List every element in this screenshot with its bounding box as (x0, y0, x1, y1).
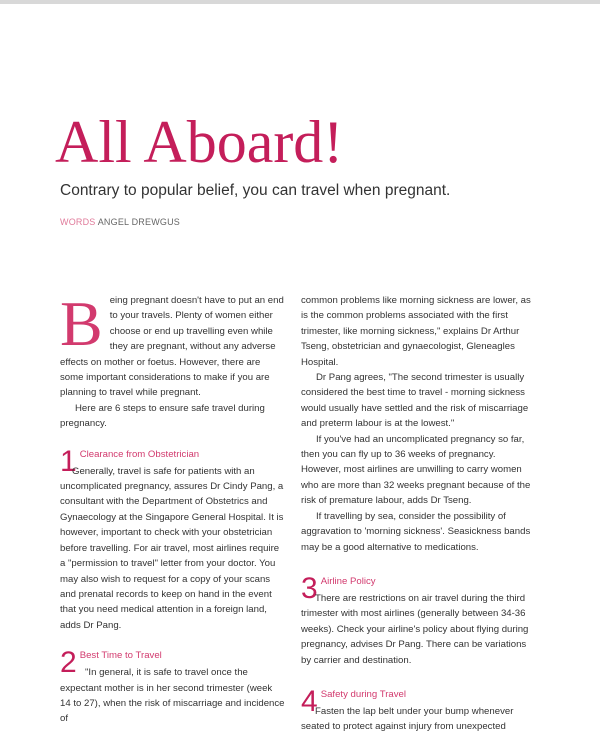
top-border (0, 0, 600, 4)
step-body: Generally, travel is safe for patients with an uncomplicated pregnancy, assures Dr Cindy Pang, a consultant with the Department of Obstetrics and Gynaecology at the Singapore General Hospital. It is however, important to check with your obstetrician before travelling. For air travel, most airlines require a "permission to travel" letter from your doctor. You may also wish to request for a copy of your scans and prenatal records to keep on hand in the event that you need medical attention in a foreign land, adds Dr Pang. (60, 465, 284, 631)
byline (60, 217, 180, 227)
right-paragraph-3: If you've had an uncomplicated pregnancy so far, then you can fly up to 36 weeks of pregnancy. However, most airlines are unwilling to carry women who are more than 32 weeks pregnant because of the risk of premature labour, adds Dr Tseng. (301, 433, 531, 507)
right-paragraph-1: common problems like morning sickness are lower, as is the common problems associated with the first trimester, like morning sickness," explains Dr Arthur Tseng, obstetrician and gynaecologist, Gleneagles Hospital. (301, 295, 531, 368)
step-title: Safety during Travel (320, 688, 407, 700)
step-1 (60, 444, 285, 633)
article-subtitle: Contrary to popular belief, you can travel when pregnant. (60, 182, 451, 199)
intro-paragraph (60, 288, 285, 401)
step-title: Clearance from Obstetrician (79, 448, 200, 460)
step-title: Best Time to Travel (79, 650, 162, 662)
right-paragraph-4: If travelling by sea, consider the possibility of aggravation to 'morning sickness'. Seasickness bands may be a good alternative to medications. (301, 510, 531, 553)
drop-cap: B (60, 288, 103, 359)
step-number: 1 (60, 444, 77, 478)
step-number: 4 (301, 684, 318, 718)
steps-intro: Here are 6 steps to ensure safe travel during pregnancy. (60, 402, 265, 430)
step-2 (60, 646, 285, 727)
step-number: 3 (301, 571, 318, 605)
byline-author: ANGEL DREWGUS (97, 217, 180, 227)
step-4 (301, 684, 533, 735)
step-body: "In general, it is safe to travel once the expectant mother is in her second trimester (week 14 to 27), when the risk of miscarriage and incidence of (60, 667, 285, 725)
step-3 (301, 571, 533, 668)
left-column (60, 288, 285, 727)
intro-line-3: choose or end up travelling even while (109, 325, 273, 337)
byline-label: WORDS (60, 217, 96, 227)
right-column (301, 293, 533, 735)
right-paragraph-2: Dr Pang agrees, "The second trimester is usually considered the best time to travel - morning sickness would usually have settled and the risk of miscarriage and preterm labour is at the lowest." (301, 372, 529, 430)
intro-rest: effects on mother or foetus. However, there are some important considerations to make if you are planning to travel while pregnant. (60, 356, 270, 399)
article-title: All Aboard! (55, 109, 344, 175)
intro-line-1: eing pregnant doesn't have to put an end (109, 295, 284, 306)
step-number: 2 (60, 646, 77, 680)
step-title: Airline Policy (320, 575, 376, 587)
step-body: Fasten the lap belt under your bump whenever seated to protect against injury from unexpected (301, 705, 514, 733)
intro-line-4: they are pregnant, without any adverse (109, 341, 276, 353)
step-body: There are restrictions on air travel during the third trimester with most airlines (generally between 34-36 weeks). Check your airline's policy about flying during pregnancy, advises Dr Pang. There can be variations by carrier and destination. (301, 592, 529, 666)
intro-line-2: to your travels. Plenty of women either (109, 310, 273, 322)
